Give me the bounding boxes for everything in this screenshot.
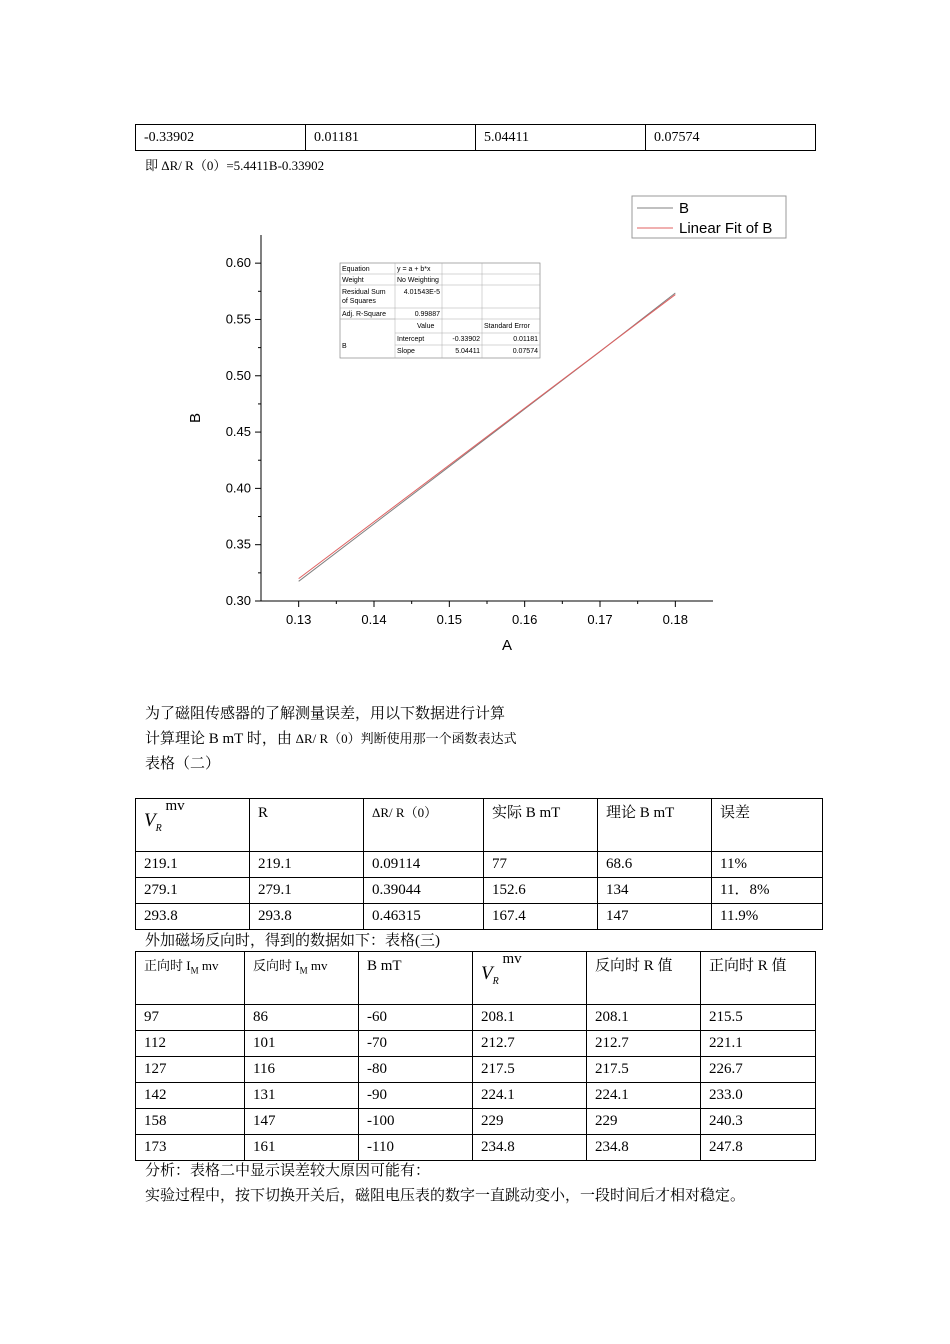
table-cell: 0.46315 bbox=[364, 904, 484, 930]
table-cell: 293.8 bbox=[250, 904, 364, 930]
equation-line: 即 ΔR/ R（0）=5.4411B-0.33902 bbox=[145, 158, 325, 173]
fit-table-text: Standard Error bbox=[484, 323, 530, 330]
table-cell: -70 bbox=[359, 1031, 473, 1057]
vr-header: $V_R$ mv bbox=[473, 952, 587, 1005]
table-cell: 142 bbox=[136, 1083, 245, 1109]
table-header: 正向时 R 值 bbox=[701, 952, 816, 1005]
fit-table-text: y = a + b*x bbox=[397, 266, 431, 273]
table-cell: 224.1 bbox=[473, 1083, 587, 1109]
table-cell: 158 bbox=[136, 1109, 245, 1135]
analysis-line-1: 分析：表格二中显示误差较大原因可能有： bbox=[145, 1163, 431, 1179]
table-cell: -100 bbox=[359, 1109, 473, 1135]
fit-table-text: 4.01543E-5 bbox=[403, 289, 440, 296]
table-cell: 127 bbox=[136, 1057, 245, 1083]
table-cell: 112 bbox=[136, 1031, 245, 1057]
fit-table-text: Intercept bbox=[397, 336, 425, 343]
fit-table-text: 5.04411 bbox=[455, 348, 480, 355]
error-table bbox=[135, 798, 823, 930]
intro-line-2b: ΔR/ R（0）判断使用那一个函数表达式 bbox=[295, 731, 517, 746]
table-cell: 279.1 bbox=[136, 878, 250, 904]
x-tick-label: 0.13 bbox=[286, 612, 312, 627]
table-cell: 101 bbox=[245, 1031, 359, 1057]
table-header: 反向时 R 值 bbox=[587, 952, 701, 1005]
fit-table-text: Adj. R-Square bbox=[342, 311, 386, 318]
table-cell: 215.5 bbox=[701, 1005, 816, 1031]
table-cell: 0.09114 bbox=[364, 852, 484, 878]
table-header: 理论 B mT bbox=[598, 799, 712, 852]
table-cell: 279.1 bbox=[250, 878, 364, 904]
table-cell: 68.6 bbox=[598, 852, 712, 878]
fit-table-text: B bbox=[342, 343, 347, 350]
table-cell: 234.8 bbox=[473, 1135, 587, 1161]
fit-table-text: -0.33902 bbox=[452, 336, 480, 343]
regression-table bbox=[135, 124, 816, 151]
table-header-row bbox=[136, 799, 823, 852]
table-cell: 0.39044 bbox=[364, 878, 484, 904]
legend-label: B bbox=[679, 200, 690, 217]
fit-results-table bbox=[340, 263, 540, 358]
table-cell: -90 bbox=[359, 1083, 473, 1109]
table-row bbox=[136, 852, 823, 878]
table-cell: 86 bbox=[245, 1005, 359, 1031]
table-cell: 0.01181 bbox=[306, 125, 476, 151]
x-tick-label: 0.17 bbox=[587, 612, 613, 627]
y-tick-label: 0.45 bbox=[225, 424, 251, 440]
fit-table-text: 0.01181 bbox=[513, 336, 538, 343]
table-row bbox=[136, 878, 823, 904]
fit-table-text: Weight bbox=[342, 277, 364, 284]
table-cell: 212.7 bbox=[587, 1031, 701, 1057]
table-row bbox=[136, 1135, 816, 1161]
fit-table-text: of Squares bbox=[342, 298, 376, 305]
table-row bbox=[136, 1109, 816, 1135]
table-cell: 11% bbox=[712, 852, 823, 878]
table-cell: 208.1 bbox=[587, 1005, 701, 1031]
table-header: 正向时 $I_M$ mv bbox=[136, 952, 245, 1005]
x-tick-label: 0.15 bbox=[436, 612, 462, 627]
x-tick-label: 0.18 bbox=[662, 612, 688, 627]
table-cell: 77 bbox=[484, 852, 598, 878]
table-header: 反向时 $I_M$ mv bbox=[245, 952, 359, 1005]
table-cell: 147 bbox=[245, 1109, 359, 1135]
table-cell: 11.9% bbox=[712, 904, 823, 930]
table-cell: -110 bbox=[359, 1135, 473, 1161]
table-row bbox=[136, 1005, 816, 1031]
table-cell: 173 bbox=[136, 1135, 245, 1161]
table-cell: 131 bbox=[245, 1083, 359, 1109]
table-row bbox=[136, 1031, 816, 1057]
table-cell: 247.8 bbox=[701, 1135, 816, 1161]
reverse-field-table bbox=[135, 951, 816, 1161]
table-cell: 234.8 bbox=[587, 1135, 701, 1161]
y-axis-label: B bbox=[187, 412, 204, 424]
table-cell: 224.1 bbox=[587, 1083, 701, 1109]
intro-line-2a: 计算理论 B mT 时，由 bbox=[145, 731, 296, 747]
table-cell: 5.04411 bbox=[476, 125, 646, 151]
table-cell: 161 bbox=[245, 1135, 359, 1161]
fit-table-text: Slope bbox=[397, 348, 415, 355]
y-tick-label: 0.50 bbox=[225, 367, 251, 383]
table-cell: 226.7 bbox=[701, 1057, 816, 1083]
table-cell: 217.5 bbox=[473, 1057, 587, 1083]
y-tick-label: 0.55 bbox=[225, 311, 251, 327]
fit-table-text: 0.07574 bbox=[512, 348, 538, 355]
y-tick-label: 0.40 bbox=[225, 480, 251, 496]
y-tick-label: 0.35 bbox=[225, 536, 251, 552]
table-cell: -0.33902 bbox=[136, 125, 306, 151]
table-row bbox=[136, 904, 823, 930]
table-header: ΔR/ R（0） bbox=[364, 799, 484, 852]
table-cell: 293.8 bbox=[136, 904, 250, 930]
table-header: 误差 bbox=[712, 799, 823, 852]
x-axis-label: A bbox=[501, 637, 513, 654]
table-cell: 240.3 bbox=[701, 1109, 816, 1135]
x-tick-label: 0.14 bbox=[361, 612, 387, 627]
table-cell: 167.4 bbox=[484, 904, 598, 930]
intro-line-1: 为了磁阻传感器的了解测量误差，用以下数据进行计算 bbox=[145, 706, 506, 722]
fit-table-text: Residual Sum bbox=[342, 289, 386, 296]
table-header-row bbox=[136, 952, 816, 1005]
table-cell: 97 bbox=[136, 1005, 245, 1031]
table3-caption: 外加磁场反向时，得到的数据如下：表格(三) bbox=[145, 933, 440, 949]
table-cell: 217.5 bbox=[587, 1057, 701, 1083]
vr-symbol: $V_R$ bbox=[144, 810, 162, 834]
table-cell: 229 bbox=[587, 1109, 701, 1135]
table-header: B mT bbox=[359, 952, 473, 1005]
table-row bbox=[136, 1057, 816, 1083]
table-cell: 219.1 bbox=[136, 852, 250, 878]
table-cell: -80 bbox=[359, 1057, 473, 1083]
table-row bbox=[136, 125, 816, 151]
table-cell: 11．8% bbox=[712, 878, 823, 904]
table2-title: 表格（二） bbox=[145, 756, 221, 772]
table-cell: 229 bbox=[473, 1109, 587, 1135]
y-tick-label: 0.30 bbox=[225, 593, 251, 608]
vr-symbol: $V_R$ bbox=[481, 963, 499, 987]
table-cell: 152.6 bbox=[484, 878, 598, 904]
fit-table-text: No Weighting bbox=[397, 277, 439, 284]
legend-label: Linear Fit of B bbox=[679, 220, 773, 237]
table-cell: 116 bbox=[245, 1057, 359, 1083]
table-header: 实际 B mT bbox=[484, 799, 598, 852]
table-cell: 208.1 bbox=[473, 1005, 587, 1031]
table-cell: 221.1 bbox=[701, 1031, 816, 1057]
vr-header: $V_R$ mv bbox=[136, 799, 250, 852]
table-cell: 212.7 bbox=[473, 1031, 587, 1057]
table-cell: 219.1 bbox=[250, 852, 364, 878]
table-cell: 0.07574 bbox=[646, 125, 816, 151]
fit-table-text: Equation bbox=[342, 266, 370, 273]
table-cell: -60 bbox=[359, 1005, 473, 1031]
fit-table-text: 0.99887 bbox=[414, 311, 440, 318]
table-header: R bbox=[250, 799, 364, 852]
table-cell: 233.0 bbox=[701, 1083, 816, 1109]
table-row bbox=[136, 1083, 816, 1109]
intro-line-2 bbox=[145, 727, 517, 748]
x-tick-label: 0.16 bbox=[512, 612, 538, 627]
analysis-line-2: 实验过程中，按下切换开关后，磁阻电压表的数字一直跳动变小，一段时间后才相对稳定。 bbox=[145, 1188, 746, 1204]
chart-legend bbox=[632, 196, 786, 238]
y-tick-label: 0.60 bbox=[225, 255, 251, 271]
fit-chart bbox=[170, 190, 820, 660]
table-cell: 147 bbox=[598, 904, 712, 930]
fit-table-text: Value bbox=[417, 323, 435, 330]
table-cell: 134 bbox=[598, 878, 712, 904]
